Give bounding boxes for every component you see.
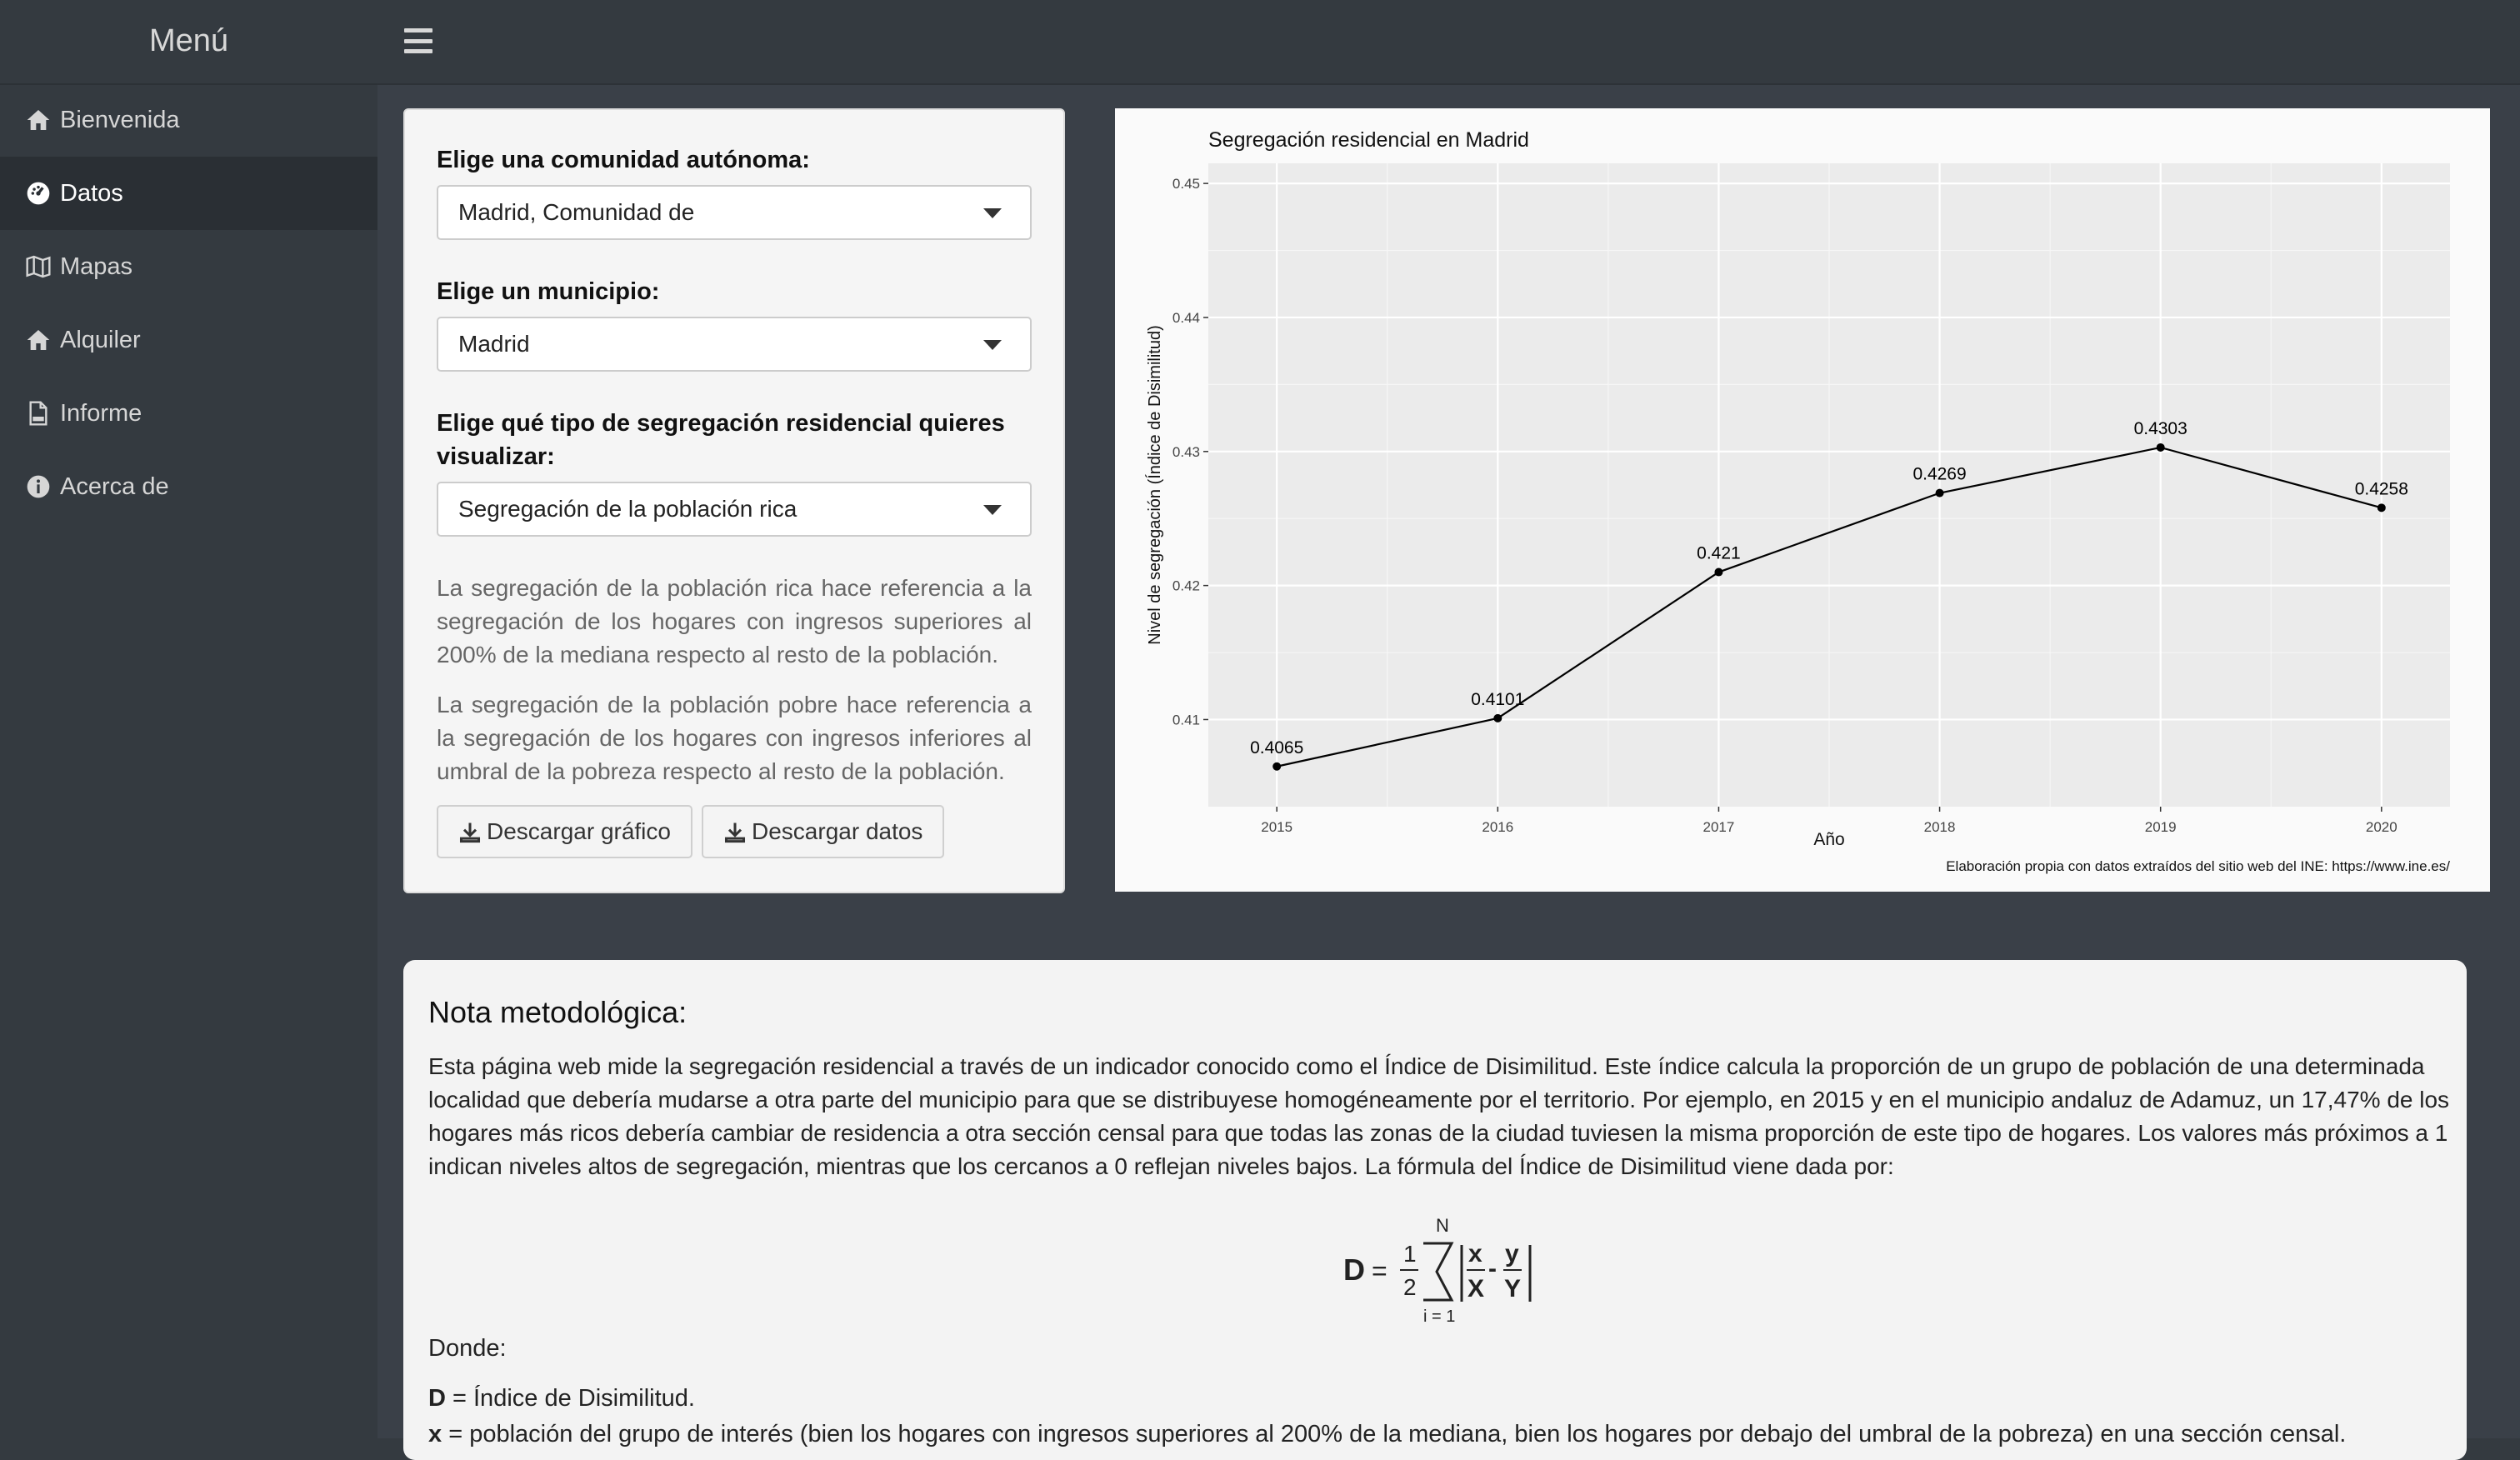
methodology-note [403, 960, 2467, 1460]
sidebar [0, 0, 378, 1438]
formula-x: x [1468, 1240, 1482, 1268]
data-label: 0.4303 [2133, 418, 2188, 438]
home-icon [23, 325, 53, 355]
data-point [2378, 503, 2386, 512]
municipality-select-value: Madrid [458, 331, 530, 357]
dashboard-icon [23, 178, 53, 208]
methodology-paragraph: Esta página web mide la segregación residencial a través de un indicador conocido como el Índice de Disimilitud. Este índice calcula la proporción de un grupo de población de una determinada localidad que debería mudarse a otra parte del municipio para que se distribuyese homogéneamente por el territorio. Por ejemplo, en 2015 y en el municipio andaluz de Adamuz, un 17,47% de los hogares más ricos debería cambiar de residencia a otra sección censal para que todas las zonas de la ciudad tuviesen la misma proporción de este tipo de hogares. Los valores más próximos a 1 indican niveles altos de segregación, mientras que los cercanos a 0 reflejan niveles bajos. La fórmula del Índice de Disimilitud viene dada por: [428, 1053, 2450, 1179]
municipality-select[interactable] [437, 317, 1032, 372]
formula-minus: - [1488, 1255, 1497, 1282]
download-data-button[interactable] [702, 805, 944, 858]
y-tick-label: 0.45 [1172, 176, 1200, 192]
data-label: 0.421 [1697, 543, 1741, 563]
download-chart-label: Descargar gráfico [487, 818, 671, 844]
sidebar-item-label: Acerca de [60, 472, 169, 500]
segregation-type-select-value: Segregación de la población rica [458, 496, 798, 522]
download-chart-button[interactable] [437, 805, 692, 858]
y-tick-label: 0.42 [1172, 578, 1200, 594]
formula-equals: = [1372, 1256, 1388, 1286]
formula-sum-top: N [1436, 1215, 1449, 1236]
sidebar-item-datos[interactable] [0, 157, 378, 230]
data-point [1272, 762, 1281, 771]
sidebar-item-bienvenida[interactable] [0, 83, 378, 157]
sidebar-item-acerca-de[interactable] [0, 450, 378, 523]
chevron-down-icon [983, 505, 1002, 515]
controls-panel [403, 108, 1065, 893]
data-label: 0.4065 [1250, 738, 1304, 758]
download-data-label: Descargar datos [752, 818, 923, 844]
community-select-value: Madrid, Comunidad de [458, 199, 695, 225]
x-axis-label: Año [1813, 830, 1845, 849]
data-point [1714, 568, 1722, 577]
map-icon [23, 252, 53, 282]
x-tick-label: 2017 [1702, 819, 1735, 835]
definition-x [428, 1421, 2346, 1448]
chevron-down-icon [983, 208, 1002, 218]
x-tick-label: 2015 [1261, 819, 1293, 835]
y-axis-label: Nivel de segregación (Índice de Disimilitud) [1146, 325, 1164, 645]
download-icon [458, 820, 482, 843]
segregation-line-chart [1115, 108, 2490, 892]
data-label: 0.4101 [1471, 689, 1525, 709]
data-label: 0.4269 [1912, 464, 1967, 484]
x-tick-label: 2020 [2365, 819, 2398, 835]
home-icon [23, 105, 53, 135]
x-tick-label: 2016 [1482, 819, 1514, 835]
municipality-label: Elige un municipio: [437, 278, 660, 305]
community-select[interactable] [437, 185, 1032, 240]
x-tick-label: 2018 [1923, 819, 1956, 835]
info-icon [23, 472, 53, 502]
formula-den: 2 [1403, 1274, 1417, 1300]
data-point [1936, 489, 1944, 498]
sidebar-item-informe[interactable] [0, 377, 378, 450]
sidebar-item-label: Informe [60, 399, 142, 427]
formula-bigy: Y [1504, 1275, 1522, 1302]
segregation-type-label: Elige qué tipo de segregación residencial quieres visualizar: [437, 410, 1005, 470]
menu-toggle-icon[interactable] [402, 25, 434, 57]
definition-d-symbol: D [428, 1385, 446, 1412]
definition-d [428, 1385, 695, 1412]
sidebar-brand: Menú [0, 0, 378, 85]
sidebar-item-mapas[interactable] [0, 230, 378, 303]
sidebar-item-label: Mapas [60, 252, 133, 280]
formula-y: y [1505, 1240, 1519, 1268]
description-rich: La segregación de la población rica hace referencia a la segregación de los hogares con ingresos superiores al 200% de la mediana respecto al resto de la población. [437, 575, 1032, 668]
pdf-file-icon [23, 398, 53, 428]
data-point [2157, 443, 2165, 452]
x-tick-label: 2019 [2144, 819, 2177, 835]
dissimilarity-formula [1337, 1210, 1620, 1327]
chevron-down-icon [983, 340, 1002, 350]
segregation-type-select[interactable] [437, 482, 1032, 537]
formula-d: D [1343, 1252, 1365, 1287]
definition-x-text: = población del grupo de interés (bien los hogares con ingresos superiores al 200% de la mediana, bien los hogares por debajo del umbral de la pobreza) en una sección censal. [442, 1421, 2347, 1448]
top-navbar [378, 0, 2520, 85]
sidebar-item-label: Datos [60, 179, 123, 207]
formula-bigx: X [1468, 1275, 1485, 1302]
community-label: Elige una comunidad autónoma: [437, 147, 810, 173]
formula-num: 1 [1403, 1241, 1417, 1267]
formula-sum-bottom: i = 1 [1423, 1308, 1456, 1326]
chart-caption: Elaboración propia con datos extraídos del sitio web del INE: https://www.ine.es/ [1946, 858, 2450, 874]
sidebar-item-label: Alquiler [60, 326, 141, 353]
y-tick-label: 0.43 [1172, 443, 1200, 460]
data-label: 0.4258 [2354, 479, 2408, 499]
definition-x-symbol: x [428, 1421, 442, 1448]
donde-label: Donde: [428, 1335, 507, 1362]
definition-d-text: = Índice de Disimilitud. [445, 1385, 695, 1412]
sidebar-item-alquiler[interactable] [0, 303, 378, 377]
chart-panel [1115, 108, 2490, 892]
download-icon [723, 820, 747, 843]
chart-title: Segregación residencial en Madrid [1208, 128, 1529, 152]
sidebar-item-label: Bienvenida [60, 106, 180, 133]
description-poor: La segregación de la población pobre hace referencia a la segregación de los hogares con ingresos inferiores al umbral de la pobreza respecto al resto de la población. [437, 692, 1032, 784]
methodology-title: Nota metodológica: [428, 995, 688, 1029]
data-point [1493, 714, 1502, 722]
y-tick-label: 0.44 [1172, 309, 1200, 326]
y-tick-label: 0.41 [1172, 712, 1200, 728]
